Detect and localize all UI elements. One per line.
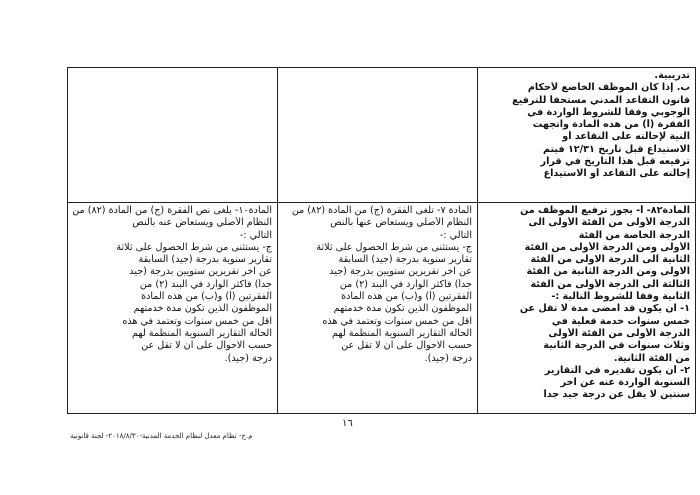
text-line: الثانية الى الدرجة الاولى من الفئة [530, 254, 690, 266]
cell-article-7-amendment [278, 203, 478, 414]
text-line: النظام الأصلي ويستعاض عنها بالنص [330, 217, 472, 229]
text-line: عن آخر تقريرين سنويين بدرجة (جيد [329, 266, 472, 278]
text-line: الفقرة (أ) من هذه المادة واتجهت [532, 119, 690, 131]
text-line: الثالثة الى الدرجة الأولى من الفئة [530, 278, 690, 290]
text-line: الموظفون الذين تكون مدة خدمتهم [133, 303, 272, 315]
text-line: ١- ان يكون قد امضى مدة لا تقل عن [519, 303, 690, 315]
text-line: الأولى ومن الدرجة الأولى من الفئة [524, 241, 690, 253]
page-number: ١٦ [342, 418, 353, 429]
text-line: الوجوبي وفقاً للشروط الواردة في [527, 106, 690, 118]
text-line: المادة٨٢- أ- يجوز ترفيع الموظف من [520, 205, 690, 216]
cell-article-82-original [478, 203, 696, 414]
text-line: ج- يستثنى من شرط الحصول على ثلاثة [116, 241, 272, 253]
text-line: تقارير سنوية بدرجة (جيد) السابقة [338, 254, 472, 266]
text-line: الاولى ومن الدرجة الثانية من الفئة [526, 266, 690, 278]
text-line: ٢- أن يكون تقديره في التقارير [544, 364, 690, 376]
text-line: الدرجة الأولى من الفئة الأولى [548, 327, 690, 339]
text-line: الدرجة الأولى من الفئة الأولى الى [528, 217, 690, 229]
text-line: إحالته على التقاعد أو الاستيداع [543, 168, 690, 180]
text-line: حسب الاحوال على ان لا تقل عن [141, 340, 272, 352]
text-line: تدريبية. [654, 70, 690, 81]
text-line: عن آخر تقريرين سنويين بدرجة (جيد [129, 266, 272, 278]
text-line: المادة ٧- تلغى الفقرة (ج) من المادة (٨٢) من [291, 205, 472, 216]
text-line: الموظفون الذين تكون مدة خدمتهم [333, 303, 472, 315]
table-row [68, 68, 696, 203]
text-line: الفقرتين (أ) و(ب) من هذه المادة [341, 291, 472, 303]
text-line: سنتين لا يقل عن درجة جيد جداً [543, 389, 690, 401]
text-line: من الفئة الثانية. [613, 352, 690, 364]
text-line: الحالة التقارير السنوية المنظمة لهم [132, 327, 272, 339]
text-line: حسب الاحوال على ان لا تقل عن [341, 340, 472, 352]
footer-note: م.ح- نظام معدل لنظام الخدمة المدنية-٢٠١٨/٨/٣٠- لجنة قانونية [70, 432, 253, 440]
cell-empty-middle [278, 68, 478, 203]
text-line: الفقرتين (أ) و(ب) من هذه المادة [141, 291, 272, 303]
text-line: المادة١٠- يلغى نص الفقرة (ج) من المادة (٨٢) من [72, 205, 272, 216]
cell-empty-left [68, 68, 278, 203]
text-line: جداً) فأكثر الوارد في البند (٢) من [339, 278, 472, 290]
text-line: الثانية وفقاً للشروط التالية :- [551, 291, 690, 303]
text-line: النظام الأصلي ويستعاض عنه بالنص [132, 217, 272, 229]
text-line: وثلاث سنوات في الدرجة الثانية [543, 340, 690, 352]
text-line: السنوية الواردة عنه عن آخر [560, 377, 690, 389]
text-line: الدرجة الخاصة من الفئة [578, 229, 690, 241]
text-line: جداً) فأكثر الوارد في البند (٢) من [139, 278, 272, 290]
text-line: ب. إذا كان الموظف الخاضع لأحكام [527, 82, 690, 94]
comparison-table [67, 67, 696, 414]
text-line: التالي :- [439, 229, 472, 241]
text-line: خمس سنوات خدمة فعلية في [551, 315, 690, 327]
table-row [68, 203, 696, 414]
text-line: درجة (جيد). [224, 352, 272, 364]
text-line: اقل من خمس سنوات وتعتمد في هذه [122, 315, 272, 327]
text-line: درجة (جيد). [424, 352, 472, 364]
text-line: اقل من خمس سنوات وتعتمد في هذه [322, 315, 472, 327]
cell-original-text-continued [478, 68, 696, 203]
cell-article-10-amendment [68, 203, 278, 414]
text-line: النية لإحالته على التقاعد أو [562, 131, 690, 143]
text-line: الاستيداع قبل تاريخ ١٢/٣١ فيتم [542, 143, 690, 155]
text-line: تقارير سنوية بدرجة (جيد) السابقة [138, 254, 272, 266]
text-line: ترفيعه قبل هذا التاريخ في قرار [540, 156, 690, 168]
text-line: الحالة التقارير السنوية المنظمة لهم [332, 327, 472, 339]
text-line: قانون التقاعد المدني مستحقاً للترفيع [512, 94, 690, 106]
text-line: التالي :- [239, 229, 272, 241]
text-line: ج- يستثنى من شرط الحصول على ثلاثة [316, 241, 472, 253]
